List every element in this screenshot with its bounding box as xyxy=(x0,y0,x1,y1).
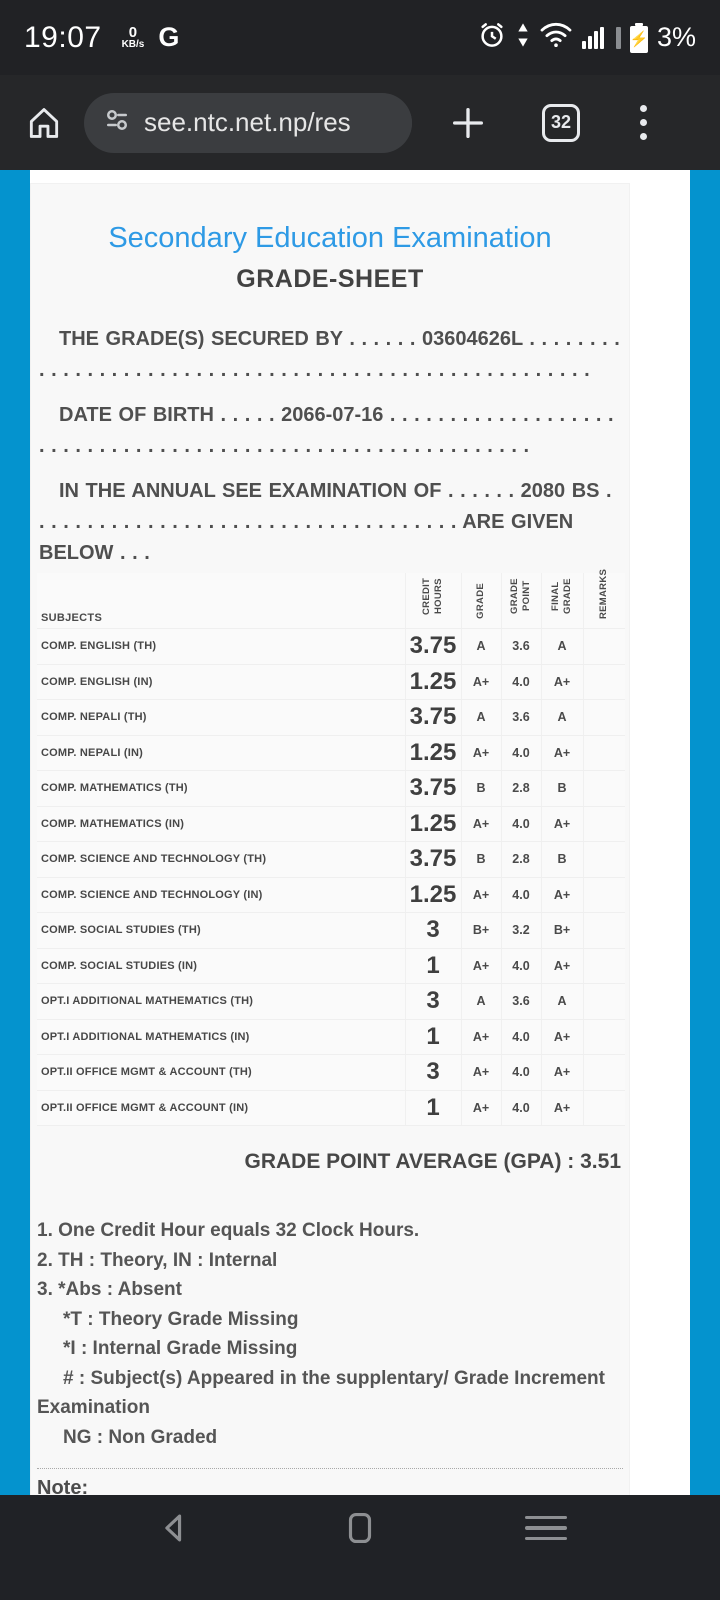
page-title: Secondary Education Examination xyxy=(108,222,552,254)
grade-point-cell: 4.0 xyxy=(501,1090,541,1126)
grade-point-cell: 4.0 xyxy=(501,735,541,771)
grade-cell: A+ xyxy=(461,877,501,913)
tab-switcher-button[interactable] xyxy=(542,104,580,142)
back-button[interactable] xyxy=(152,1506,196,1550)
grade-cell: A+ xyxy=(461,735,501,771)
sim2-signal-icon xyxy=(616,27,621,49)
note-line: *I : Internal Grade Missing xyxy=(63,1338,298,1359)
final-grade-cell: B xyxy=(541,771,583,807)
col-credit-hours: CREDIT HOURS xyxy=(405,573,461,629)
grade-point-cell: 4.0 xyxy=(501,1055,541,1091)
subject-cell: COMP. MATHEMATICS (IN) xyxy=(37,806,405,842)
table-row xyxy=(37,700,625,736)
grade-cell: A xyxy=(461,700,501,736)
android-nav-bar xyxy=(0,1495,720,1600)
remarks-cell xyxy=(583,771,625,807)
grade-point-cell: 3.2 xyxy=(501,913,541,949)
web-page xyxy=(0,170,720,1495)
note-line: 3. *Abs : Absent xyxy=(37,1279,182,1300)
grade-cell: A xyxy=(461,984,501,1020)
url-text: see.ntc.net.np/res xyxy=(144,107,351,137)
grade-point-cell: 3.6 xyxy=(501,984,541,1020)
remarks-cell xyxy=(583,913,625,949)
table-row xyxy=(37,1090,625,1126)
grade-point-cell: 4.0 xyxy=(501,664,541,700)
credit-hours-cell: 3.75 xyxy=(405,771,461,807)
note-line: 2. TH : Theory, IN : Internal xyxy=(37,1249,278,1271)
grade-cell: A+ xyxy=(461,806,501,842)
table-row xyxy=(37,877,625,913)
new-tab-button[interactable] xyxy=(446,101,490,145)
subject-cell: OPT.II OFFICE MGMT & ACCOUNT (TH) xyxy=(37,1055,405,1091)
subject-cell: OPT.II OFFICE MGMT & ACCOUNT (IN) xyxy=(37,1090,405,1126)
grade-cell: A+ xyxy=(461,664,501,700)
page-right-border xyxy=(690,170,720,1495)
final-grade-cell: A xyxy=(541,984,583,1020)
col-remarks: REMARKS xyxy=(583,573,625,629)
exam-year-line: IN THE ANNUAL SEE EXAMINATION OF . . . . . . 2080 BS . . . . . . . . . . . . . . . . . . . . . . . . . . . . . . . . . . . . ARE GIVEN BELOW . . . xyxy=(39,480,612,564)
remarks-cell xyxy=(583,842,625,878)
subject-cell: COMP. ENGLISH (IN) xyxy=(37,664,405,700)
cellular-signal-icon xyxy=(582,27,604,49)
dotted-divider xyxy=(37,1468,623,1469)
note-line: NG : Non Graded xyxy=(63,1426,218,1448)
credit-hours-cell: 3 xyxy=(405,1055,461,1091)
menu-kebab-button[interactable] xyxy=(634,99,653,146)
table-row xyxy=(37,806,625,842)
subject-cell: COMP. MATHEMATICS (TH) xyxy=(37,771,405,807)
table-row xyxy=(37,948,625,984)
grade-sheet-heading: GRADE-SHEET xyxy=(236,265,424,293)
table-row xyxy=(37,664,625,700)
subject-cell: OPT.I ADDITIONAL MATHEMATICS (IN) xyxy=(37,1019,405,1055)
remarks-cell xyxy=(583,948,625,984)
col-final-grade: FINAL GRADE xyxy=(541,573,583,629)
table-row xyxy=(37,1055,625,1091)
credit-hours-cell: 1 xyxy=(405,948,461,984)
table-row xyxy=(37,771,625,807)
col-grade-point: GRADE POINT xyxy=(501,573,541,629)
final-grade-cell: B xyxy=(541,842,583,878)
browser-toolbar xyxy=(0,75,720,170)
remarks-cell xyxy=(583,664,625,700)
grade-cell: B xyxy=(461,771,501,807)
note-label: Note: xyxy=(37,1477,89,1495)
grade-cell: A+ xyxy=(461,1055,501,1091)
subject-cell: COMP. SOCIAL STUDIES (IN) xyxy=(37,948,405,984)
table-row xyxy=(37,984,625,1020)
grade-point-cell: 4.0 xyxy=(501,1019,541,1055)
grade-cell: A+ xyxy=(461,948,501,984)
gpa-line xyxy=(37,1150,623,1174)
subject-cell: COMP. NEPALI (IN) xyxy=(37,735,405,771)
battery-charging-icon: ⚡ xyxy=(630,23,648,53)
note-line: 1. One Credit Hour equals 32 Clock Hours. xyxy=(37,1220,420,1241)
final-grade-cell: A+ xyxy=(541,664,583,700)
final-grade-cell: B+ xyxy=(541,913,583,949)
subject-cell: OPT.I ADDITIONAL MATHEMATICS (TH) xyxy=(37,984,405,1020)
credit-hours-cell: 3 xyxy=(405,913,461,949)
dob-line: DATE OF BIRTH . . . . . 2066-07-16 . . . . . . . . . . . . . . . . . . . . . . . . . . . . . . . . . . . . . . . . . . . . . . . . . . . . . . . . . . . . xyxy=(39,404,614,457)
wifi-icon xyxy=(539,21,573,54)
remarks-cell xyxy=(583,700,625,736)
final-grade-cell: A+ xyxy=(541,948,583,984)
table-row xyxy=(37,1019,625,1055)
credit-hours-cell: 1 xyxy=(405,1019,461,1055)
grade-sheet-card xyxy=(30,183,630,1495)
note-line: # : Subject(s) Appeared in the supplentary/ Grade Increment Examination xyxy=(37,1367,605,1418)
final-grade-cell: A xyxy=(541,700,583,736)
grade-point-cell: 4.0 xyxy=(501,948,541,984)
final-grade-cell: A+ xyxy=(541,877,583,913)
final-grade-cell: A+ xyxy=(541,1055,583,1091)
subject-cell: COMP. ENGLISH (TH) xyxy=(37,629,405,665)
network-speed: 0 KB/s xyxy=(121,24,145,50)
grade-point-cell: 2.8 xyxy=(501,771,541,807)
alarm-icon xyxy=(477,20,507,55)
grade-table-header xyxy=(37,568,625,629)
grade-point-cell: 2.8 xyxy=(501,842,541,878)
credit-hours-cell: 1.25 xyxy=(405,877,461,913)
remarks-cell xyxy=(583,984,625,1020)
credit-hours-cell: 3.75 xyxy=(405,842,461,878)
tab-count: 32 xyxy=(550,112,572,132)
grade-cell: B xyxy=(461,842,501,878)
credit-hours-cell: 3 xyxy=(405,984,461,1020)
grade-table xyxy=(37,568,625,1126)
remarks-cell xyxy=(583,629,625,665)
page-left-border xyxy=(0,170,30,1495)
status-bar xyxy=(0,0,720,75)
home-nav-button[interactable] xyxy=(338,1506,382,1550)
grade-point-cell: 4.0 xyxy=(501,877,541,913)
final-grade-cell: A+ xyxy=(541,735,583,771)
credit-hours-cell: 3.75 xyxy=(405,700,461,736)
col-subjects: SUBJECTS xyxy=(37,573,405,629)
notes-list xyxy=(37,1216,623,1452)
final-grade-cell: A+ xyxy=(541,1090,583,1126)
grade-cell: A+ xyxy=(461,1090,501,1126)
table-row xyxy=(37,735,625,771)
remarks-cell xyxy=(583,877,625,913)
subject-cell: COMP. SCIENCE AND TECHNOLOGY (TH) xyxy=(37,842,405,878)
remarks-cell xyxy=(583,735,625,771)
grade-cell: A xyxy=(461,629,501,665)
gpa-label: GRADE POINT AVERAGE (GPA) : xyxy=(244,1150,575,1173)
col-grade: GRADE xyxy=(461,573,501,629)
subject-cell: COMP. SOCIAL STUDIES (TH) xyxy=(37,913,405,949)
grade-point-cell: 4.0 xyxy=(501,806,541,842)
url-bar[interactable] xyxy=(84,93,412,153)
credit-hours-cell: 1.25 xyxy=(405,664,461,700)
credit-hours-cell: 1 xyxy=(405,1090,461,1126)
secured-by-line: THE GRADE(S) SECURED BY . . . . . . 03604626L . . . . . . . . . . . . . . . . . . . . . . . . . . . . . . . . . . . . . . . . . . . . . . . . . . . . . . xyxy=(39,328,620,381)
credit-hours-cell: 1.25 xyxy=(405,806,461,842)
final-grade-cell: A+ xyxy=(541,1019,583,1055)
data-arrows-icon xyxy=(516,21,530,54)
credit-hours-cell: 3.75 xyxy=(405,629,461,665)
final-grade-cell: A+ xyxy=(541,806,583,842)
table-row xyxy=(37,842,625,878)
grade-table-body xyxy=(37,629,625,1126)
final-grade-cell: A xyxy=(541,629,583,665)
recents-button[interactable] xyxy=(524,1506,568,1550)
battery-percent: 3% xyxy=(656,22,696,52)
grade-cell: A+ xyxy=(461,1019,501,1055)
table-row xyxy=(37,629,625,665)
remarks-cell xyxy=(583,1055,625,1091)
remarks-cell xyxy=(583,806,625,842)
note-line: *T : Theory Grade Missing xyxy=(63,1308,299,1330)
remarks-cell xyxy=(583,1090,625,1126)
gpa-value: 3.51 xyxy=(580,1150,621,1173)
google-app-icon: G xyxy=(158,22,180,52)
grade-point-cell: 3.6 xyxy=(501,700,541,736)
subject-cell: COMP. NEPALI (TH) xyxy=(37,700,405,736)
table-row xyxy=(37,913,625,949)
credit-hours-cell: 1.25 xyxy=(405,735,461,771)
remarks-cell xyxy=(583,1019,625,1055)
grade-point-cell: 3.6 xyxy=(501,629,541,665)
site-settings-icon xyxy=(102,105,132,140)
home-button[interactable] xyxy=(22,101,66,145)
clock-time: 19:07 xyxy=(24,20,102,54)
grade-cell: B+ xyxy=(461,913,501,949)
subject-cell: COMP. SCIENCE AND TECHNOLOGY (IN) xyxy=(37,877,405,913)
